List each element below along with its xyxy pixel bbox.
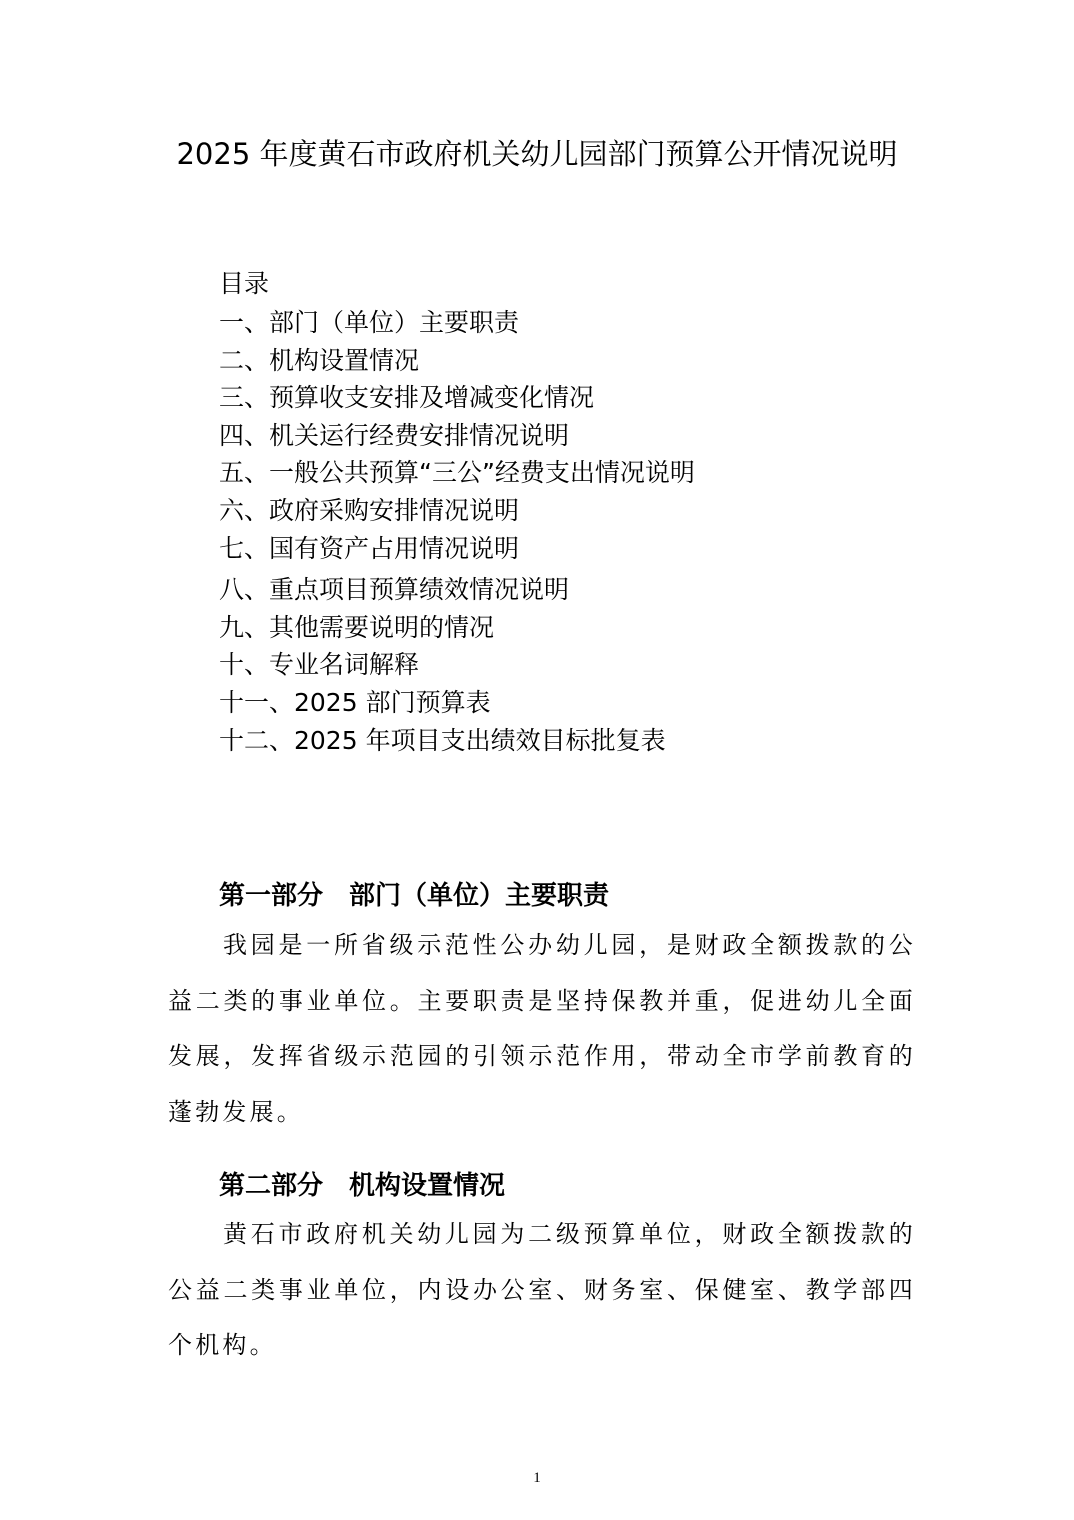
section-paragraph: 黄石市政府机关幼儿园为二级预算单位，财政全额拨款的公益二类事业单位，内设办公室、财务室、保健室、教学部四个机构。 (168, 1220, 916, 1359)
toc-item: 十、专业名词解释 (219, 650, 420, 680)
toc-item: 八、重点项目预算绩效情况说明 (219, 575, 570, 605)
toc-item: 四、机关运行经费安排情况说明 (219, 420, 570, 450)
page-number: 1 (533, 1470, 541, 1486)
section-paragraph: 我园是一所省级示范性公办幼儿园，是财政全额拨款的公益二类的事业单位。主要职责是坚持保教并重，促进幼儿全面发展，发挥省级示范园的引领示范作用，带动全市学前教育的蓬勃发展。 (168, 931, 916, 1126)
toc-item: 五、一般公共预算“三公”经费支出情况说明 (219, 458, 695, 488)
table-of-contents (219, 264, 979, 759)
section-heading: 第二部分 机构设置情况 (219, 1171, 506, 1201)
toc-item: 十二、2025 年项目支出绩效目标批复表 (219, 725, 666, 755)
toc-item: 十一、2025 部门预算表 (219, 687, 491, 717)
toc-item: 一、部门（单位）主要职责 (219, 308, 520, 337)
toc-item: 二、机构设置情况 (219, 345, 420, 375)
toc-item: 七、国有资产占用情况说明 (219, 533, 520, 563)
toc-heading: 目录 (219, 269, 270, 298)
toc-item: 三、预算收支安排及增减变化情况 (219, 383, 595, 413)
section-heading: 第一部分 部门（单位）主要职责 (219, 881, 610, 911)
toc-item: 九、其他需要说明的情况 (219, 612, 495, 642)
toc-item: 六、政府采购安排情况说明 (219, 495, 520, 525)
document-title: 2025 年度黄石市政府机关幼儿园部门预算公开情况说明 (176, 137, 898, 171)
